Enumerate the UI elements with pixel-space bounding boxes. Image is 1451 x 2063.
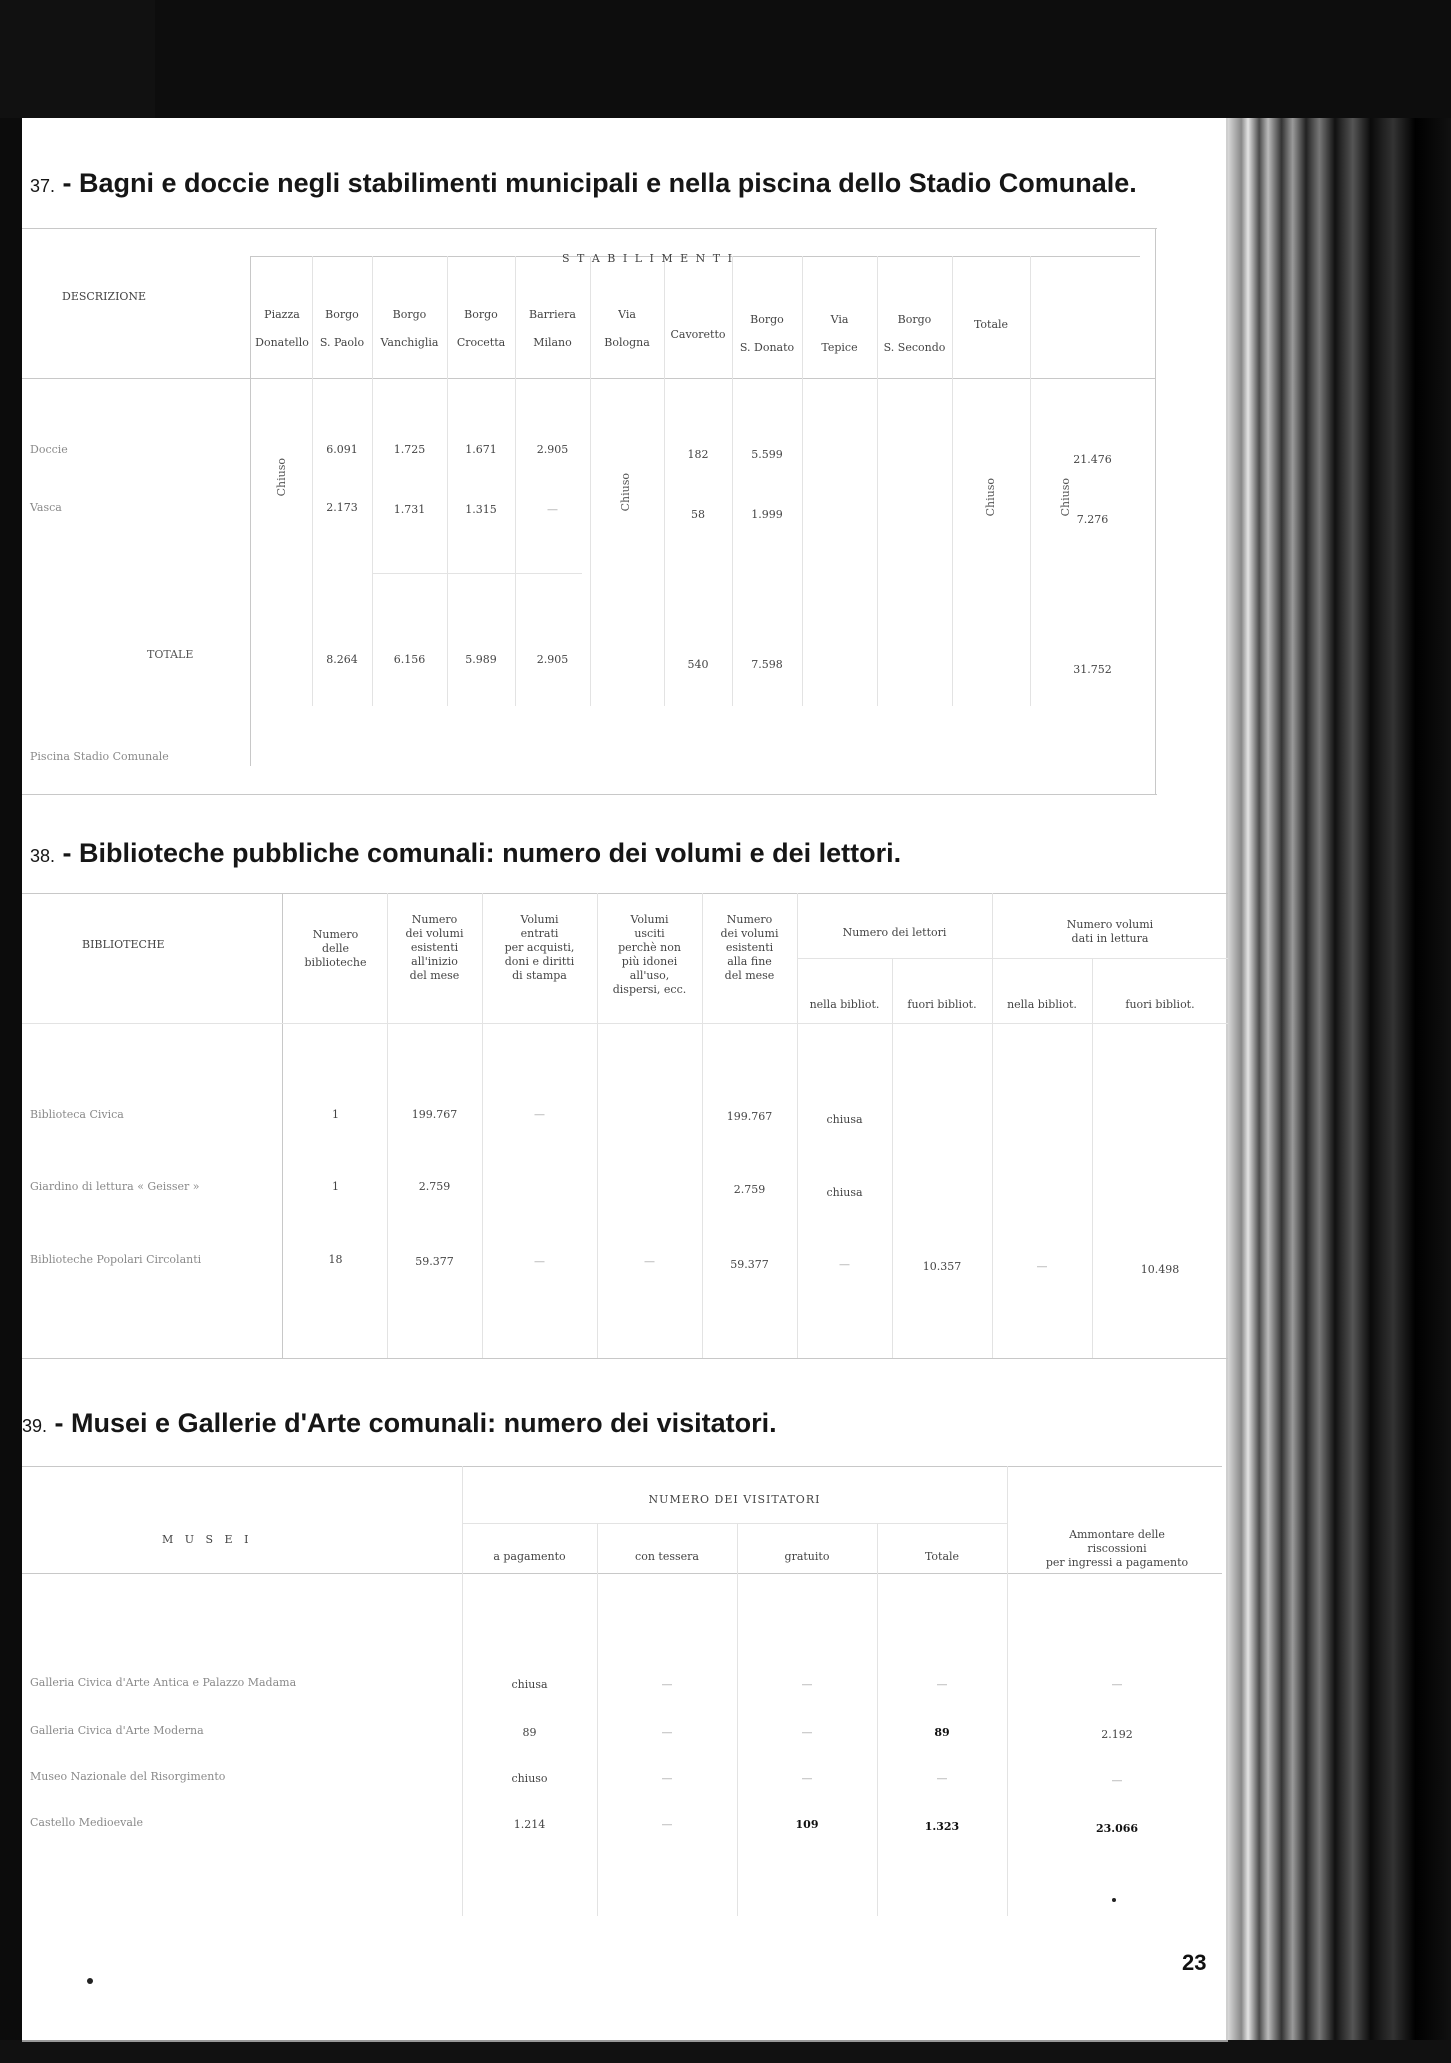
s39-cell: 89 [934, 1726, 950, 1739]
s38-header-line: dei volumi [405, 927, 464, 940]
s37-chiuso-1: Chiuso [275, 458, 288, 497]
s38-sub-header: nella bibliot. [809, 998, 880, 1011]
s38-cell: 1 [332, 1108, 339, 1121]
s38-header-line: Volumi [520, 913, 559, 926]
s38-row-label: Biblioteche Popolari Circolanti [30, 1253, 202, 1266]
s37-col-2-l1: Borgo [325, 308, 359, 321]
s38-number: 38. [30, 846, 56, 866]
s37-cell: 21.476 [1073, 453, 1112, 466]
s38-header-line: più idonei [621, 955, 678, 968]
s39-cell: 1.214 [513, 1818, 546, 1831]
s39-cell: 23.066 [1095, 1822, 1139, 1835]
s37-total-cell: 5.989 [465, 653, 497, 666]
s38-sub-header: fuori bibliot. [907, 998, 977, 1011]
s38-header-line: dispersi, ecc. [612, 983, 687, 996]
s39-cell: — [1111, 1678, 1123, 1691]
s37-col-8-l2: S. Donato [739, 341, 795, 354]
page-number: 23 [1182, 1950, 1207, 1975]
s38-cell: — [644, 1255, 655, 1268]
s37-total-cell: 2.905 [536, 653, 569, 666]
s38-header-line: doni e diritti [504, 955, 575, 968]
s38-header-line: Numero [411, 913, 458, 926]
s38-cell: 59.377 [415, 1255, 454, 1268]
s38-cell: chiusa [826, 1186, 863, 1199]
s38-cell: — [839, 1258, 850, 1271]
s37-group-header: S T A B I L I M E N T I [562, 252, 734, 265]
s37-cell: 5.599 [751, 448, 783, 461]
s38-cell: chiusa [826, 1113, 863, 1126]
s38-header-line: entrati [520, 927, 559, 940]
s37-total-label: TOTALE [147, 648, 194, 661]
scan-speck [1112, 1898, 1116, 1902]
s39-title: - Musei e Gallerie d'Arte comunali: numero dei visitatori. [54, 1408, 777, 1438]
s39-cell: — [661, 1772, 673, 1785]
s37-heading [30, 168, 1137, 199]
s39-cell: — [801, 1772, 813, 1785]
s38-sub-header: fuori bibliot. [1125, 998, 1195, 1011]
s37-col-3-l2: Vanchiglia [380, 336, 439, 349]
s39-cell: 1.323 [924, 1820, 960, 1833]
s39-cell: chiusa [511, 1678, 548, 1691]
s37-total-cell: 6.156 [393, 653, 426, 666]
s39-sub-header: Totale [924, 1550, 960, 1563]
s39-row-label: Galleria Civica d'Arte Antica e Palazzo Madama [30, 1676, 297, 1689]
s38-cell: 1 [332, 1180, 339, 1193]
s38-header-line: esistenti [410, 941, 459, 954]
s38-cell: 199.767 [726, 1110, 773, 1123]
s37-chiuso-4: Chiuso [1059, 478, 1072, 517]
scan-corner-shadow [0, 0, 155, 118]
s37-col-1-l2: Donatello [255, 336, 309, 349]
s37-cell: 1.999 [751, 508, 783, 521]
s38-heading [30, 838, 901, 869]
s37-cell: 2.173 [326, 501, 358, 514]
s37-col-2-l2: S. Paolo [319, 336, 365, 349]
s38-title: - Biblioteche pubbliche comunali: numero dei volumi e dei lettori. [62, 838, 902, 868]
s38-cell: 10.498 [1140, 1263, 1180, 1276]
s38-lettori-header: Numero dei lettori [842, 926, 947, 939]
scan-left-shadow [0, 118, 22, 2063]
s38-header-line: del mese [409, 969, 460, 982]
s39-cell: — [661, 1818, 673, 1831]
s38-header-line: dei volumi [720, 927, 779, 940]
s38-header [482, 913, 597, 983]
s39-cell: 89 [522, 1726, 537, 1739]
s38-header-line: per acquisti, [504, 941, 575, 954]
scan-speck [87, 1978, 93, 1984]
s37-col-10-l1: Borgo [897, 313, 932, 326]
document-page [22, 118, 1228, 2040]
s37-col-3-l1: Borgo [392, 308, 427, 321]
s37-col-10-l2: S. Secondo [883, 341, 946, 354]
s39-cell: — [936, 1772, 948, 1785]
s37-title: - Bagni e doccie negli stabilimenti municipali e nella piscina dello Stadio Comunale. [62, 168, 1137, 198]
s37-cell: 58 [691, 508, 705, 521]
s37-total-cell: 8.264 [326, 653, 358, 666]
s38-cell: — [1036, 1260, 1048, 1273]
s38-col-bib-header: BIBLIOTECHE [82, 938, 165, 951]
s39-cell: — [661, 1678, 673, 1691]
s38-cell: 10.357 [922, 1260, 962, 1273]
s37-col-5-l2: Milano [533, 336, 572, 349]
s39-ammontare-line: Ammontare delle [1069, 1528, 1165, 1541]
s37-cell: 2.905 [536, 443, 569, 456]
s37-col-9-l2: Tepice [821, 341, 858, 354]
s38-cell: 59.377 [730, 1258, 769, 1271]
s37-chiuso-3: Chiuso [984, 478, 997, 517]
s38-sub-header: nella bibliot. [1007, 998, 1077, 1011]
s38-header [597, 913, 702, 997]
s38-volumi-header-line: dati in lettura [1071, 932, 1149, 945]
s39-cell: 2.192 [1101, 1728, 1133, 1741]
s39-cell: — [801, 1726, 813, 1739]
s39-musei-header: M U S E I [162, 1533, 253, 1546]
s38-volumi-header-line: Numero volumi [1066, 918, 1154, 931]
s39-ammontare-line: per ingressi a pagamento [1045, 1556, 1189, 1569]
s37-col-6-l2: Bologna [604, 336, 650, 349]
s38-header [702, 913, 797, 983]
s37-cell: 1.315 [465, 503, 497, 516]
s38-header-line: delle [321, 942, 350, 955]
s38-header [387, 913, 482, 983]
s37-col-11-l1: Totale [973, 318, 1009, 331]
s38-header-line: biblioteche [304, 956, 367, 969]
s37-chiuso-2: Chiuso [619, 473, 632, 512]
s39-visitatori-header: NUMERO DEI VISITATORI [648, 1493, 821, 1506]
s38-header-line: all'uso, [629, 969, 670, 982]
s38-header-line: Numero [312, 928, 359, 941]
s39-sub-header: con tessera [635, 1550, 699, 1563]
s38-header-line: Volumi [630, 913, 669, 926]
s38-cell: 199.767 [411, 1108, 458, 1121]
s37-cell: 1.731 [393, 503, 426, 516]
s38-cell: 18 [328, 1253, 343, 1266]
s39-sub-header: gratuito [784, 1550, 830, 1563]
s37-total-cell: 7.598 [751, 658, 783, 671]
s38-row-label: Biblioteca Civica [30, 1108, 124, 1121]
s38-header-line: esistenti [725, 941, 774, 954]
s37-col-4-l2: Crocetta [456, 336, 506, 349]
s37-desc-header: DESCRIZIONE [62, 290, 147, 303]
s38-cell: 2.759 [733, 1183, 766, 1196]
s37-number: 37. [30, 176, 56, 196]
s38-header-line: Numero [726, 913, 773, 926]
s39-cell: — [801, 1678, 813, 1691]
s38-header-line: all'inizio [411, 955, 458, 968]
s37-piscina-label: Piscina Stadio Comunale [30, 750, 169, 763]
s38-header-line: alla fine [727, 955, 772, 968]
s37-col-6-l1: Via [618, 308, 636, 321]
s38-header [284, 928, 387, 970]
s37-cell: — [547, 503, 558, 516]
s39-number: 39. [22, 1416, 48, 1436]
s37-cell: 1.725 [393, 443, 426, 456]
s39-row-label: Galleria Civica d'Arte Moderna [30, 1724, 204, 1737]
s37-col-5-l1: Barriera [528, 308, 576, 321]
s37-col-1-l1: Piazza [264, 308, 300, 321]
s38-header-line: perchè non [618, 941, 681, 954]
s39-cell: — [661, 1726, 673, 1739]
book-page-edges [1228, 118, 1451, 2040]
s39-cell: chiuso [511, 1772, 548, 1785]
s37-row-label: Vasca [30, 501, 62, 514]
s39-cell: — [1111, 1774, 1123, 1787]
s37-col-8-l1: Borgo [750, 313, 784, 326]
s38-header-line: usciti [634, 927, 665, 940]
s39-ammontare-header [1012, 1528, 1222, 1570]
s38-cell: 2.759 [418, 1180, 451, 1193]
scan-bottom-shadow [0, 2040, 1451, 2063]
s39-row-label: Museo Nazionale del Risorgimento [30, 1770, 226, 1783]
s37-cell: 7.276 [1076, 513, 1109, 526]
s39-sub-header: a pagamento [493, 1550, 566, 1563]
s38-header-line: del mese [724, 969, 775, 982]
s39-cell: — [936, 1678, 948, 1691]
s38-volumi-header [992, 918, 1228, 946]
s39-ammontare-line: riscossioni [1087, 1542, 1147, 1555]
s37-col-4-l1: Borgo [464, 308, 498, 321]
s37-row-label: Doccie [30, 443, 68, 456]
s37-cell: 6.091 [326, 443, 358, 456]
s39-cell: 109 [795, 1818, 819, 1831]
s38-header-line: di stampa [512, 969, 567, 982]
s38-row-label: Giardino di lettura « Geisser » [30, 1180, 200, 1193]
s38-cell: — [534, 1108, 545, 1121]
s38-cell: — [534, 1255, 545, 1268]
s39-heading [22, 1408, 777, 1439]
s37-col-9-l1: Via [830, 313, 849, 326]
s37-cell: 182 [687, 448, 709, 461]
s37-col-7-l1: Cavoretto [670, 328, 726, 341]
scan-top-shadow [155, 0, 1451, 118]
s37-total-cell: 540 [687, 658, 709, 671]
s39-row-label: Castello Medioevale [30, 1816, 143, 1829]
s37-total-cell: 31.752 [1073, 663, 1112, 676]
s37-cell: 1.671 [465, 443, 497, 456]
